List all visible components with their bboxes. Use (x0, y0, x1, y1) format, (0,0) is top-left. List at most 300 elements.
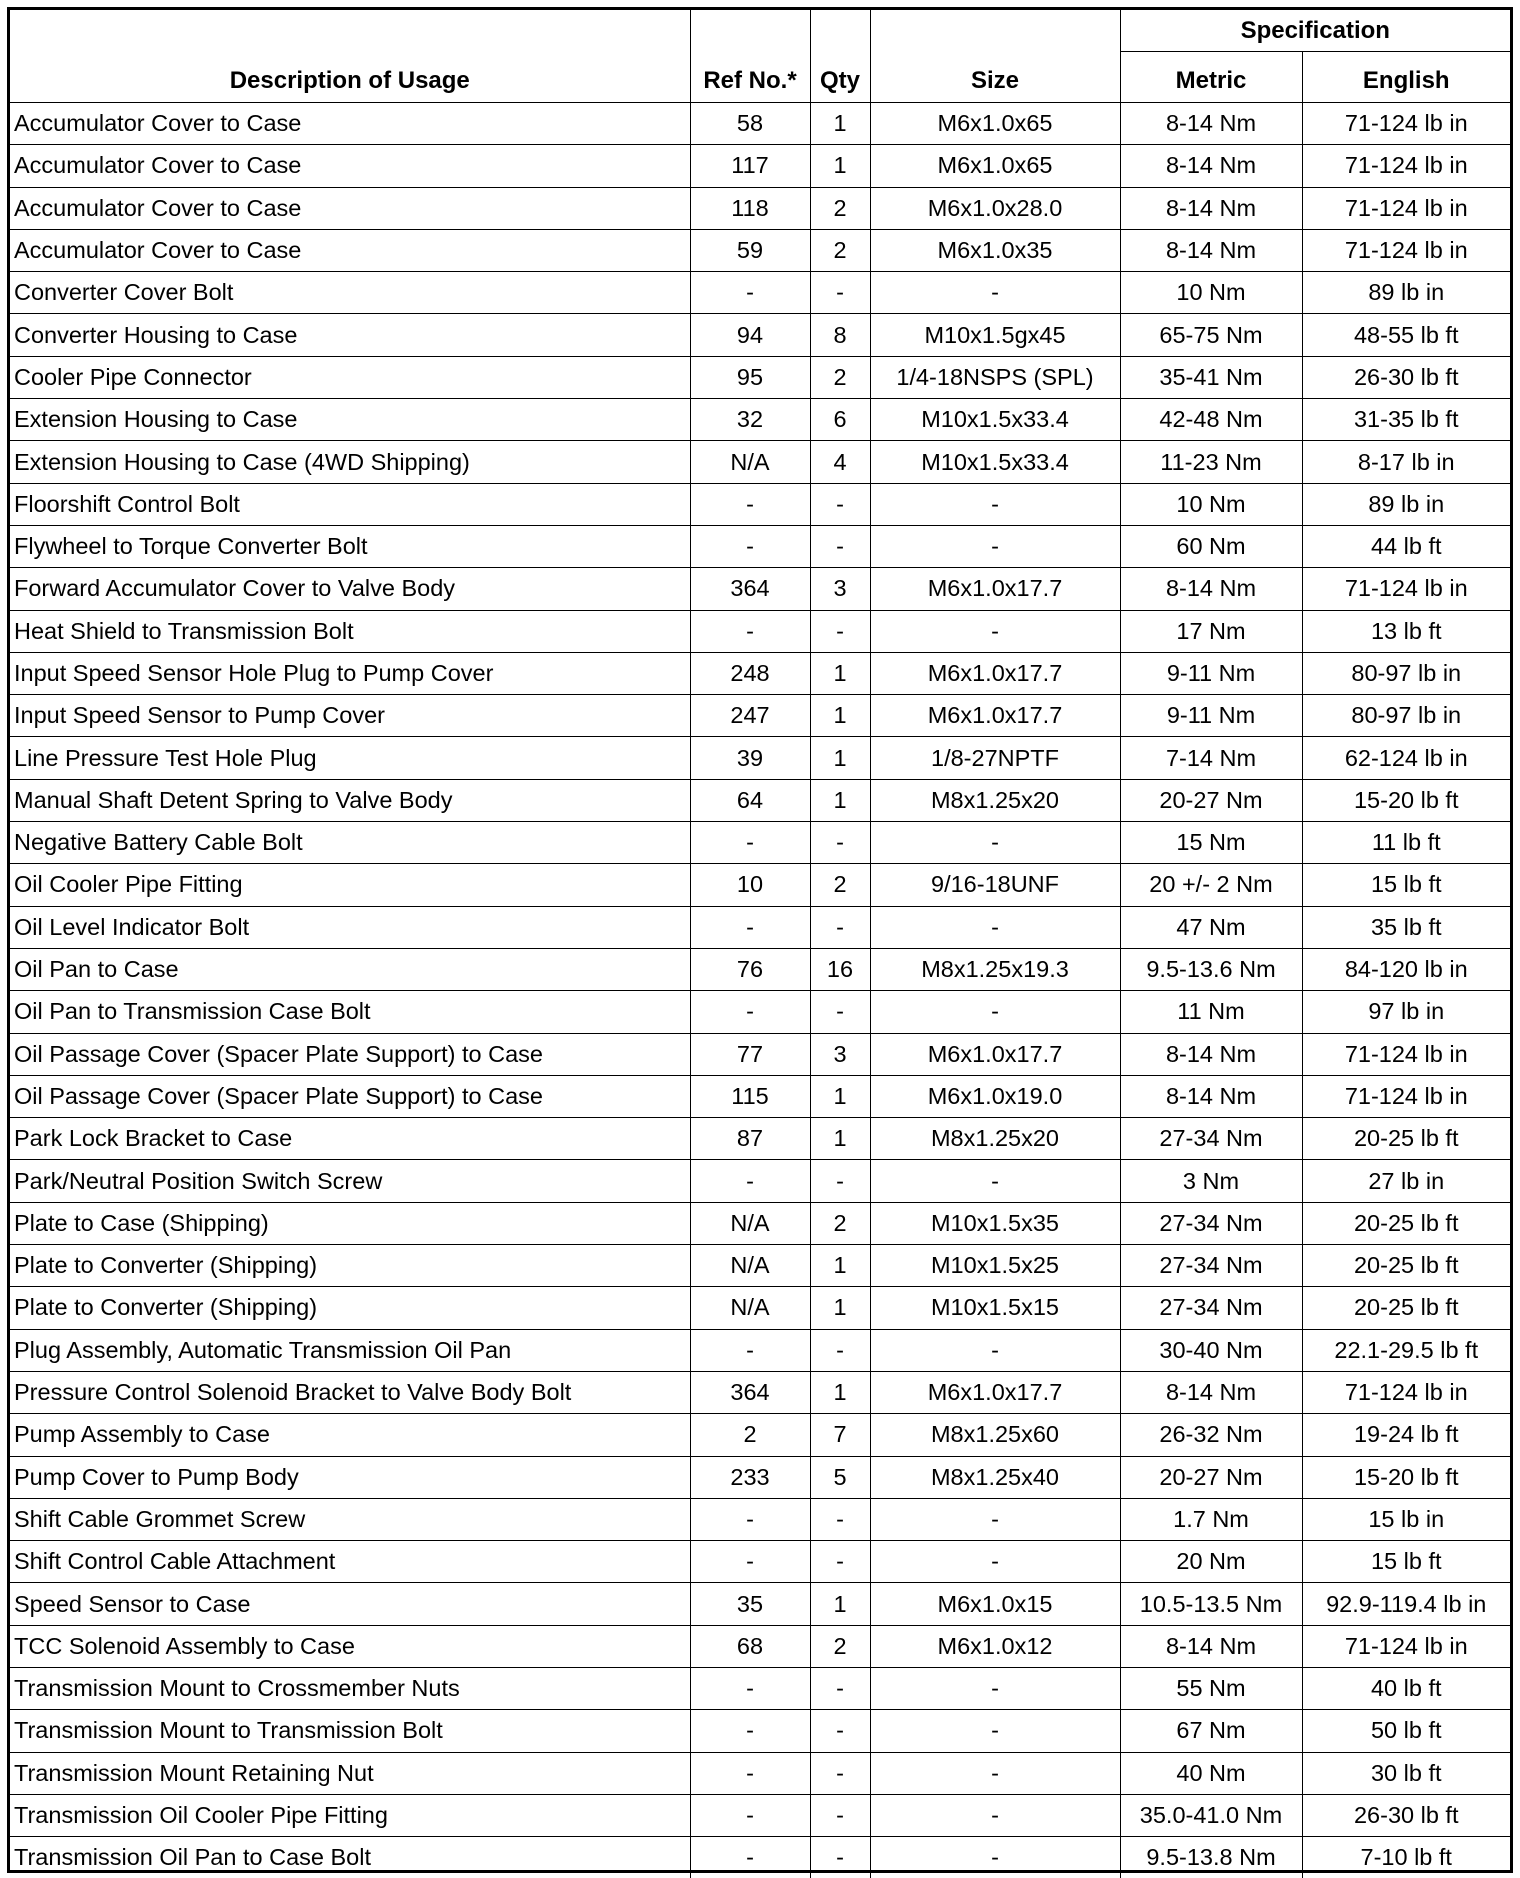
row-english: 15-20 lb ft (1302, 1456, 1510, 1498)
row-description: Oil Level Indicator Bolt (10, 906, 690, 948)
row-english: 8-17 lb in (1302, 441, 1510, 483)
row-qty: - (810, 1498, 870, 1540)
table-row (10, 103, 1510, 145)
table-row (10, 1245, 1510, 1287)
row-description: Accumulator Cover to Case (10, 145, 690, 187)
row-description: Transmission Oil Cooler Pipe Fitting (10, 1794, 690, 1836)
row-size: - (870, 1794, 1120, 1836)
fastener-spec-table (10, 10, 1510, 1878)
row-ref-no: 76 (690, 948, 810, 990)
row-description: Speed Sensor to Case (10, 1583, 690, 1625)
row-english: 22.1-29.5 lb ft (1302, 1329, 1510, 1371)
row-metric: 7-14 Nm (1120, 737, 1302, 779)
row-english: 26-30 lb ft (1302, 356, 1510, 398)
table-row (10, 737, 1510, 779)
row-size: M10x1.5gx45 (870, 314, 1120, 356)
row-description: Plate to Case (Shipping) (10, 1202, 690, 1244)
row-ref-no: 248 (690, 652, 810, 694)
header-english: English (1302, 52, 1510, 103)
row-english: 20-25 lb ft (1302, 1118, 1510, 1160)
row-ref-no: 59 (690, 229, 810, 271)
table-row (10, 779, 1510, 821)
table-row (10, 1456, 1510, 1498)
header-qty: Qty (810, 10, 870, 103)
row-english: 11 lb ft (1302, 822, 1510, 864)
row-ref-no: 364 (690, 568, 810, 610)
row-size: M10x1.5x35 (870, 1202, 1120, 1244)
row-description: Line Pressure Test Hole Plug (10, 737, 690, 779)
row-english: 27 lb in (1302, 1160, 1510, 1202)
row-metric: 9-11 Nm (1120, 652, 1302, 694)
row-qty: - (810, 525, 870, 567)
row-english: 89 lb in (1302, 272, 1510, 314)
row-metric: 9-11 Nm (1120, 695, 1302, 737)
row-ref-no: 77 (690, 1033, 810, 1075)
table-row (10, 1414, 1510, 1456)
row-size: M6x1.0x17.7 (870, 695, 1120, 737)
row-metric: 20-27 Nm (1120, 1456, 1302, 1498)
row-size: M6x1.0x35 (870, 229, 1120, 271)
row-qty: 2 (810, 229, 870, 271)
row-qty: 2 (810, 1625, 870, 1667)
row-description: Cooler Pipe Connector (10, 356, 690, 398)
table-row (10, 948, 1510, 990)
row-size: - (870, 1329, 1120, 1371)
table-row (10, 1625, 1510, 1667)
table-row (10, 1371, 1510, 1413)
row-description: Oil Passage Cover (Spacer Plate Support) to Case (10, 1075, 690, 1117)
row-size: - (870, 483, 1120, 525)
table-row (10, 610, 1510, 652)
row-english: 71-124 lb in (1302, 187, 1510, 229)
row-size: - (870, 1837, 1120, 1878)
row-ref-no: 2 (690, 1414, 810, 1456)
row-english: 84-120 lb in (1302, 948, 1510, 990)
row-english: 13 lb ft (1302, 610, 1510, 652)
row-qty: - (810, 822, 870, 864)
row-description: Oil Pan to Transmission Case Bolt (10, 991, 690, 1033)
row-qty: 5 (810, 1456, 870, 1498)
row-ref-no: 94 (690, 314, 810, 356)
row-qty: 6 (810, 399, 870, 441)
row-metric: 8-14 Nm (1120, 1625, 1302, 1667)
row-description: Transmission Mount Retaining Nut (10, 1752, 690, 1794)
row-size: - (870, 610, 1120, 652)
row-ref-no: - (690, 272, 810, 314)
row-qty: - (810, 483, 870, 525)
row-metric: 40 Nm (1120, 1752, 1302, 1794)
row-metric: 8-14 Nm (1120, 568, 1302, 610)
row-ref-no: - (690, 1498, 810, 1540)
table-row (10, 483, 1510, 525)
row-description: Accumulator Cover to Case (10, 187, 690, 229)
row-qty: 3 (810, 1033, 870, 1075)
row-ref-no: - (690, 1837, 810, 1878)
table-row (10, 652, 1510, 694)
row-qty: - (810, 610, 870, 652)
table-row (10, 1498, 1510, 1540)
row-metric: 27-34 Nm (1120, 1118, 1302, 1160)
row-description: Accumulator Cover to Case (10, 103, 690, 145)
row-ref-no: - (690, 1752, 810, 1794)
row-qty: 4 (810, 441, 870, 483)
table-row (10, 1329, 1510, 1371)
row-qty: 1 (810, 1287, 870, 1329)
table-row (10, 1837, 1510, 1878)
row-size: - (870, 1710, 1120, 1752)
row-qty: - (810, 272, 870, 314)
table-row (10, 1202, 1510, 1244)
row-size: - (870, 1160, 1120, 1202)
table-row (10, 229, 1510, 271)
row-description: Transmission Mount to Crossmember Nuts (10, 1667, 690, 1709)
row-size: M6x1.0x15 (870, 1583, 1120, 1625)
row-qty: 1 (810, 1371, 870, 1413)
row-qty: 1 (810, 695, 870, 737)
table-row (10, 441, 1510, 483)
row-english: 19-24 lb ft (1302, 1414, 1510, 1456)
row-ref-no: N/A (690, 1245, 810, 1287)
row-description: Converter Cover Bolt (10, 272, 690, 314)
table-row (10, 1075, 1510, 1117)
row-metric: 55 Nm (1120, 1667, 1302, 1709)
row-metric: 27-34 Nm (1120, 1202, 1302, 1244)
row-english: 26-30 lb ft (1302, 1794, 1510, 1836)
row-size: M8x1.25x20 (870, 779, 1120, 821)
row-english: 15-20 lb ft (1302, 779, 1510, 821)
table-header (10, 10, 1510, 103)
row-qty: 1 (810, 1075, 870, 1117)
row-size: M6x1.0x65 (870, 145, 1120, 187)
row-metric: 35-41 Nm (1120, 356, 1302, 398)
row-english: 20-25 lb ft (1302, 1202, 1510, 1244)
table-row (10, 822, 1510, 864)
row-english: 71-124 lb in (1302, 1033, 1510, 1075)
row-qty: 3 (810, 568, 870, 610)
row-english: 7-10 lb ft (1302, 1837, 1510, 1878)
header-ref-no: Ref No.* (690, 10, 810, 103)
row-description: Pressure Control Solenoid Bracket to Valve Body Bolt (10, 1371, 690, 1413)
row-ref-no: 247 (690, 695, 810, 737)
row-metric: 8-14 Nm (1120, 103, 1302, 145)
row-description: Extension Housing to Case (4WD Shipping) (10, 441, 690, 483)
row-ref-no: 115 (690, 1075, 810, 1117)
row-size: - (870, 822, 1120, 864)
row-qty: 1 (810, 737, 870, 779)
row-description: Flywheel to Torque Converter Bolt (10, 525, 690, 567)
row-qty: - (810, 1541, 870, 1583)
row-qty: 7 (810, 1414, 870, 1456)
row-metric: 27-34 Nm (1120, 1287, 1302, 1329)
row-qty: - (810, 906, 870, 948)
row-description: Park Lock Bracket to Case (10, 1118, 690, 1160)
row-size: M6x1.0x65 (870, 103, 1120, 145)
row-description: Transmission Mount to Transmission Bolt (10, 1710, 690, 1752)
row-size: - (870, 525, 1120, 567)
row-english: 71-124 lb in (1302, 145, 1510, 187)
row-ref-no: 233 (690, 1456, 810, 1498)
table-row (10, 1541, 1510, 1583)
fastener-spec-sheet (7, 7, 1513, 1873)
row-size: M8x1.25x19.3 (870, 948, 1120, 990)
row-metric: 11 Nm (1120, 991, 1302, 1033)
row-metric: 9.5-13.8 Nm (1120, 1837, 1302, 1878)
row-english: 15 lb in (1302, 1498, 1510, 1540)
row-size: M6x1.0x28.0 (870, 187, 1120, 229)
table-row (10, 525, 1510, 567)
row-metric: 8-14 Nm (1120, 145, 1302, 187)
row-english: 92.9-119.4 lb in (1302, 1583, 1510, 1625)
table-row (10, 568, 1510, 610)
row-qty: 1 (810, 652, 870, 694)
row-qty: - (810, 1794, 870, 1836)
row-description: Transmission Oil Pan to Case Bolt (10, 1837, 690, 1878)
row-ref-no: 10 (690, 864, 810, 906)
header-metric: Metric (1120, 52, 1302, 103)
row-english: 40 lb ft (1302, 1667, 1510, 1709)
row-english: 80-97 lb in (1302, 652, 1510, 694)
row-ref-no: N/A (690, 1202, 810, 1244)
row-metric: 3 Nm (1120, 1160, 1302, 1202)
row-english: 97 lb in (1302, 991, 1510, 1033)
row-qty: 2 (810, 187, 870, 229)
row-metric: 8-14 Nm (1120, 1371, 1302, 1413)
table-row (10, 1667, 1510, 1709)
row-size: M10x1.5x33.4 (870, 441, 1120, 483)
row-size: M6x1.0x19.0 (870, 1075, 1120, 1117)
table-row (10, 695, 1510, 737)
row-size: - (870, 991, 1120, 1033)
row-description: Input Speed Sensor Hole Plug to Pump Cover (10, 652, 690, 694)
row-description: Plate to Converter (Shipping) (10, 1245, 690, 1287)
table-row (10, 145, 1510, 187)
row-english: 31-35 lb ft (1302, 399, 1510, 441)
row-qty: 16 (810, 948, 870, 990)
row-ref-no: - (690, 1710, 810, 1752)
row-size: M10x1.5x33.4 (870, 399, 1120, 441)
row-size: M10x1.5x15 (870, 1287, 1120, 1329)
row-ref-no: - (690, 1160, 810, 1202)
row-description: Park/Neutral Position Switch Screw (10, 1160, 690, 1202)
row-ref-no: 118 (690, 187, 810, 229)
row-qty: 1 (810, 103, 870, 145)
row-english: 71-124 lb in (1302, 1371, 1510, 1413)
row-english: 71-124 lb in (1302, 103, 1510, 145)
table-body (10, 103, 1510, 1878)
table-row (10, 314, 1510, 356)
row-qty: 1 (810, 1245, 870, 1287)
row-qty: 2 (810, 1202, 870, 1244)
row-metric: 8-14 Nm (1120, 229, 1302, 271)
row-english: 15 lb ft (1302, 864, 1510, 906)
row-english: 44 lb ft (1302, 525, 1510, 567)
row-english: 71-124 lb in (1302, 568, 1510, 610)
table-row (10, 1710, 1510, 1752)
row-description: Manual Shaft Detent Spring to Valve Body (10, 779, 690, 821)
table-row (10, 1752, 1510, 1794)
table-row (10, 1583, 1510, 1625)
row-qty: 1 (810, 1583, 870, 1625)
row-description: TCC Solenoid Assembly to Case (10, 1625, 690, 1667)
row-metric: 67 Nm (1120, 1710, 1302, 1752)
row-size: - (870, 1541, 1120, 1583)
row-metric: 26-32 Nm (1120, 1414, 1302, 1456)
row-size: M6x1.0x17.7 (870, 652, 1120, 694)
row-size: M8x1.25x20 (870, 1118, 1120, 1160)
row-english: 20-25 lb ft (1302, 1245, 1510, 1287)
row-ref-no: - (690, 822, 810, 864)
row-size: 9/16-18UNF (870, 864, 1120, 906)
row-description: Pump Cover to Pump Body (10, 1456, 690, 1498)
row-size: - (870, 1752, 1120, 1794)
row-size: M6x1.0x17.7 (870, 1371, 1120, 1413)
table-row (10, 1160, 1510, 1202)
row-ref-no: - (690, 1667, 810, 1709)
row-english: 71-124 lb in (1302, 229, 1510, 271)
row-metric: 10 Nm (1120, 272, 1302, 314)
row-english: 71-124 lb in (1302, 1075, 1510, 1117)
row-description: Shift Cable Grommet Screw (10, 1498, 690, 1540)
row-ref-no: 35 (690, 1583, 810, 1625)
row-metric: 27-34 Nm (1120, 1245, 1302, 1287)
row-ref-no: 64 (690, 779, 810, 821)
table-row (10, 272, 1510, 314)
row-ref-no: 58 (690, 103, 810, 145)
table-row (10, 906, 1510, 948)
row-qty: - (810, 1667, 870, 1709)
row-metric: 10 Nm (1120, 483, 1302, 525)
table-row (10, 1033, 1510, 1075)
row-english: 50 lb ft (1302, 1710, 1510, 1752)
row-metric: 30-40 Nm (1120, 1329, 1302, 1371)
row-english: 30 lb ft (1302, 1752, 1510, 1794)
row-description: Plate to Converter (Shipping) (10, 1287, 690, 1329)
row-english: 48-55 lb ft (1302, 314, 1510, 356)
row-size: - (870, 906, 1120, 948)
row-ref-no: - (690, 483, 810, 525)
row-size: 1/4-18NSPS (SPL) (870, 356, 1120, 398)
row-size: M6x1.0x12 (870, 1625, 1120, 1667)
row-description: Input Speed Sensor to Pump Cover (10, 695, 690, 737)
table-row (10, 991, 1510, 1033)
row-qty: - (810, 1752, 870, 1794)
row-english: 89 lb in (1302, 483, 1510, 525)
row-english: 35 lb ft (1302, 906, 1510, 948)
row-metric: 10.5-13.5 Nm (1120, 1583, 1302, 1625)
row-ref-no: - (690, 1541, 810, 1583)
row-qty: - (810, 1710, 870, 1752)
row-qty: 2 (810, 864, 870, 906)
row-ref-no: N/A (690, 1287, 810, 1329)
row-description: Heat Shield to Transmission Bolt (10, 610, 690, 652)
row-qty: - (810, 1160, 870, 1202)
row-ref-no: - (690, 991, 810, 1033)
row-size: M6x1.0x17.7 (870, 1033, 1120, 1075)
row-english: 15 lb ft (1302, 1541, 1510, 1583)
table-row (10, 1118, 1510, 1160)
row-description: Oil Pan to Case (10, 948, 690, 990)
row-description: Negative Battery Cable Bolt (10, 822, 690, 864)
header-specification: Specification (1120, 10, 1510, 52)
table-row (10, 1794, 1510, 1836)
row-ref-no: - (690, 906, 810, 948)
table-row (10, 187, 1510, 229)
row-ref-no: 95 (690, 356, 810, 398)
row-metric: 8-14 Nm (1120, 1033, 1302, 1075)
row-ref-no: - (690, 1329, 810, 1371)
row-size: M8x1.25x40 (870, 1456, 1120, 1498)
row-description: Oil Cooler Pipe Fitting (10, 864, 690, 906)
table-row (10, 399, 1510, 441)
row-size: M8x1.25x60 (870, 1414, 1120, 1456)
row-qty: - (810, 1837, 870, 1878)
row-metric: 47 Nm (1120, 906, 1302, 948)
row-metric: 20 +/- 2 Nm (1120, 864, 1302, 906)
row-metric: 17 Nm (1120, 610, 1302, 652)
header-description: Description of Usage (10, 10, 690, 103)
table-row (10, 864, 1510, 906)
row-ref-no: N/A (690, 441, 810, 483)
row-ref-no: 364 (690, 1371, 810, 1413)
row-size: M6x1.0x17.7 (870, 568, 1120, 610)
row-description: Shift Control Cable Attachment (10, 1541, 690, 1583)
row-ref-no: 117 (690, 145, 810, 187)
row-description: Plug Assembly, Automatic Transmission Oil Pan (10, 1329, 690, 1371)
row-qty: - (810, 1329, 870, 1371)
table-row (10, 356, 1510, 398)
row-ref-no: 68 (690, 1625, 810, 1667)
row-english: 20-25 lb ft (1302, 1287, 1510, 1329)
row-metric: 1.7 Nm (1120, 1498, 1302, 1540)
row-metric: 15 Nm (1120, 822, 1302, 864)
row-ref-no: 32 (690, 399, 810, 441)
row-size: - (870, 1667, 1120, 1709)
row-ref-no: - (690, 525, 810, 567)
row-qty: - (810, 991, 870, 1033)
row-metric: 65-75 Nm (1120, 314, 1302, 356)
row-qty: 1 (810, 1118, 870, 1160)
row-metric: 11-23 Nm (1120, 441, 1302, 483)
row-metric: 8-14 Nm (1120, 1075, 1302, 1117)
row-qty: 1 (810, 145, 870, 187)
row-metric: 20 Nm (1120, 1541, 1302, 1583)
row-description: Accumulator Cover to Case (10, 229, 690, 271)
table-row (10, 1287, 1510, 1329)
row-metric: 20-27 Nm (1120, 779, 1302, 821)
row-metric: 8-14 Nm (1120, 187, 1302, 229)
row-ref-no: - (690, 1794, 810, 1836)
row-qty: 1 (810, 779, 870, 821)
row-english: 71-124 lb in (1302, 1625, 1510, 1667)
row-metric: 60 Nm (1120, 525, 1302, 567)
row-description: Forward Accumulator Cover to Valve Body (10, 568, 690, 610)
row-qty: 8 (810, 314, 870, 356)
row-english: 80-97 lb in (1302, 695, 1510, 737)
row-ref-no: 87 (690, 1118, 810, 1160)
row-english: 62-124 lb in (1302, 737, 1510, 779)
row-ref-no: - (690, 610, 810, 652)
row-metric: 42-48 Nm (1120, 399, 1302, 441)
row-size: - (870, 1498, 1120, 1540)
row-description: Pump Assembly to Case (10, 1414, 690, 1456)
row-description: Floorshift Control Bolt (10, 483, 690, 525)
row-ref-no: 39 (690, 737, 810, 779)
row-description: Extension Housing to Case (10, 399, 690, 441)
row-size: M10x1.5x25 (870, 1245, 1120, 1287)
row-size: - (870, 272, 1120, 314)
row-size: 1/8-27NPTF (870, 737, 1120, 779)
row-metric: 9.5-13.6 Nm (1120, 948, 1302, 990)
